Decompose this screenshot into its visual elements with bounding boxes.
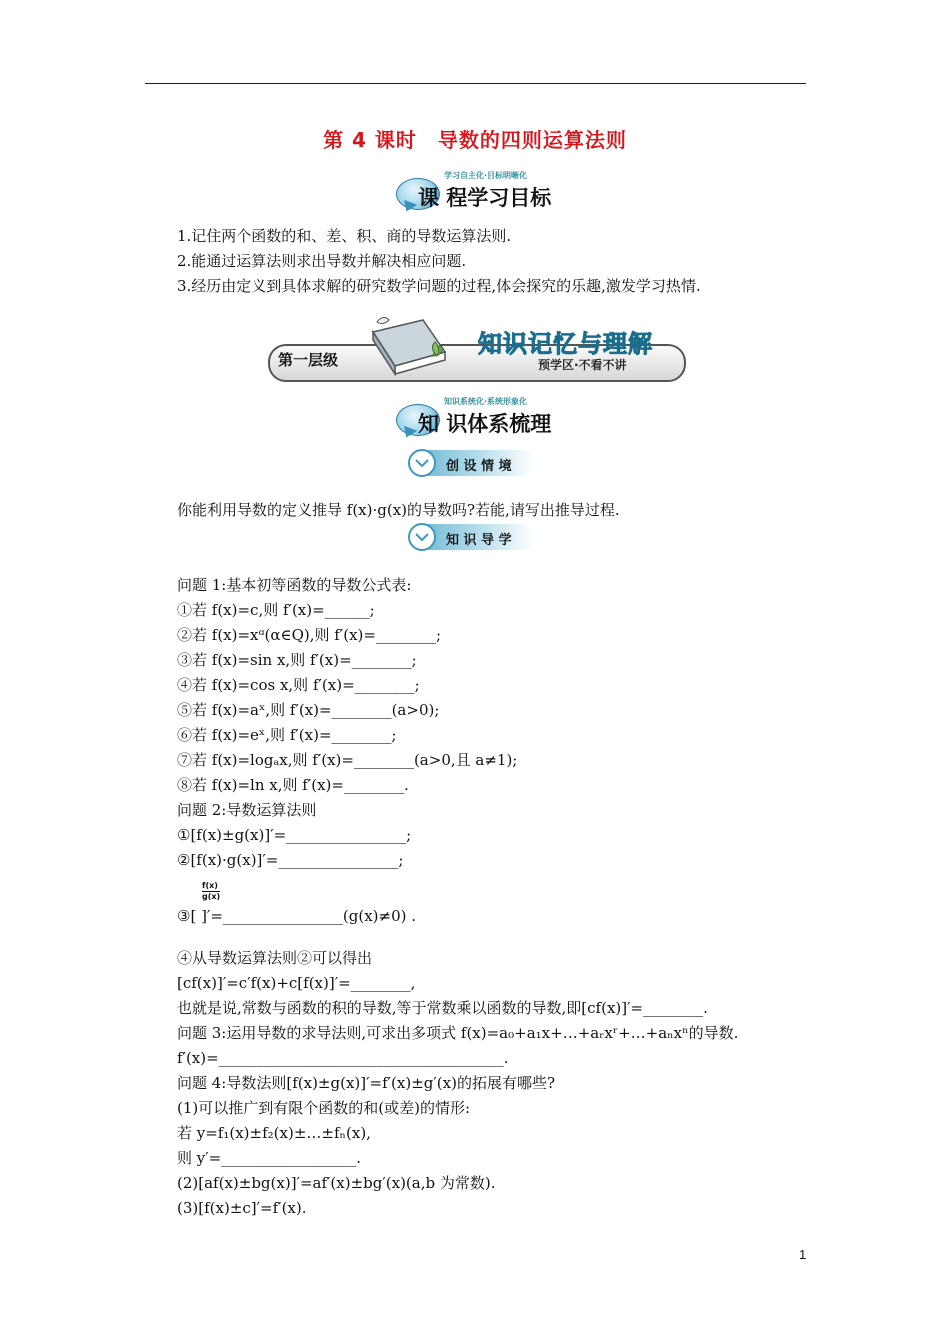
header-rule <box>145 83 806 84</box>
content-line: ③若 f(x)=sin x,则 f′(x)=________; <box>177 651 417 669</box>
content-line: ①若 f(x)=c,则 f′(x)=______; <box>177 601 375 619</box>
goal-item: 2.能通过运算法则求出导数并解决相应问题. <box>177 252 467 270</box>
goals-banner <box>396 170 566 214</box>
content-line: 问题 4:导数法则[f(x)±g(x)]′=f′(x)±g′(x)的拓展有哪些? <box>177 1074 555 1092</box>
content-line: 问题 1:基本初等函数的导数公式表: <box>177 576 412 594</box>
chevron-down-icon <box>408 523 436 551</box>
chevron-down-icon <box>408 449 436 477</box>
level-subtitle: 预学区·不看不讲 <box>538 358 627 372</box>
fraction-denominator: g(x) <box>202 892 221 901</box>
goals-banner-tagline: 学习自主化·目标明晰化 <box>444 171 528 180</box>
scene-pill <box>408 450 534 478</box>
fraction-label <box>202 881 220 902</box>
goal-item: 3.经历由定义到具体求解的研究数学问题的过程,体会探究的乐趣,激发学习热情. <box>177 277 701 295</box>
level-label: 第一层级 <box>278 351 339 369</box>
content-line: 则 y′=__________________. <box>177 1149 361 1167</box>
content-line: 问题 2:导数运算法则 <box>177 801 317 819</box>
content-line: ③[ ]′=________________(g(x)≠0) . <box>177 907 417 925</box>
content-line: f′(x)=______________________________________. <box>177 1049 509 1067</box>
level-heading: 知识记忆与理解 <box>478 330 653 358</box>
level-banner <box>268 306 688 386</box>
content-line: (2)[af(x)±bg(x)]′=af′(x)±bg′(x)(a,b 为常数). <box>177 1174 496 1192</box>
system-banner <box>396 396 566 440</box>
page-title: 第 4 课时 导数的四则运算法则 <box>323 128 627 152</box>
fraction-numerator: f(x) <box>202 881 218 890</box>
content-line: (3)[f(x)±c]′=f′(x). <box>177 1199 307 1217</box>
book-icon <box>363 312 453 378</box>
guide-pill <box>408 524 534 552</box>
content-line: 问题 3:运用导数的求导法则,可求出多项式 f(x)=a₀+a₁x+…+aᵣxʳ+…+aₙxⁿ的导数. <box>177 1024 739 1042</box>
content-line: 若 y=f₁(x)±f₂(x)±…±fₙ(x), <box>177 1124 371 1142</box>
content-line: (1)可以推广到有限个函数的和(或差)的情形: <box>177 1099 471 1117</box>
system-banner-tagline: 知识系统化·系统形象化 <box>444 397 528 406</box>
content-line: ①[f(x)±g(x)]′=________________; <box>177 826 412 844</box>
goals-banner-title: 课 程学习目标 <box>418 186 552 210</box>
scene-pill-label: 创 设 情 境 <box>446 459 512 474</box>
content-line: ⑤若 f(x)=aˣ,则 f′(x)=________(a>0); <box>177 701 440 719</box>
content-line: ④从导数运算法则②可以得出 <box>177 949 373 967</box>
content-line: 也就是说,常数与函数的积的导数,等于常数乘以函数的导数,即[cf(x)]′=________. <box>177 999 708 1017</box>
content-line: ④若 f(x)=cos x,则 f′(x)=________; <box>177 676 420 694</box>
content-line: ②[f(x)·g(x)]′=________________; <box>177 851 404 869</box>
content-line: [cf(x)]′=c′f(x)+c[f(x)]′=________, <box>177 974 416 992</box>
system-banner-title: 知 识体系梳理 <box>418 412 552 436</box>
scene-question: 你能利用导数的定义推导 f(x)·g(x)的导数吗?若能,请写出推导过程. <box>177 501 620 519</box>
guide-pill-label: 知 识 导 学 <box>446 533 512 548</box>
goal-item: 1.记住两个函数的和、差、积、商的导数运算法则. <box>177 227 512 245</box>
content-line: ②若 f(x)=xᵅ(α∈Q),则 f′(x)=________; <box>177 626 442 644</box>
content-line: ⑥若 f(x)=eˣ,则 f′(x)=________; <box>177 726 397 744</box>
content-line: ⑦若 f(x)=logₐx,则 f′(x)=________(a>0,且 a≠1); <box>177 751 518 769</box>
page-number: 1 <box>799 1247 807 1262</box>
content-line: ⑧若 f(x)=ln x,则 f′(x)=________. <box>177 776 409 794</box>
